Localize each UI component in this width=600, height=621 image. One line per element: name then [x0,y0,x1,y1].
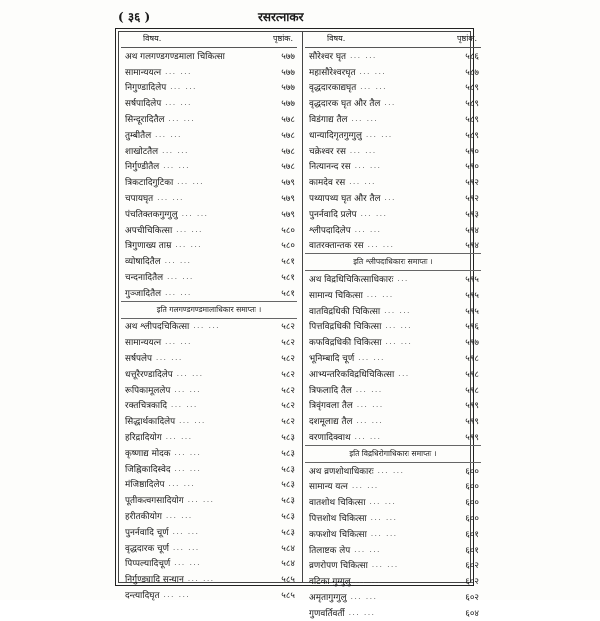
entry-dots: ... ... [181,209,209,218]
index-entry [121,382,297,398]
entry-title: चन्दनादितैल [125,273,164,284]
entry-title: पथ्यापथ्य घृत और तैल [309,194,381,205]
entry-page-number: ५७९ [281,178,295,189]
entry-page-number: ५८२ [281,385,295,396]
index-entry [305,413,481,429]
index-entry [121,143,297,159]
entry-dots: ... ... [349,178,376,187]
entry-page-number: ५८३ [281,527,295,538]
index-entry [121,238,297,254]
entry-dots: ... ... [176,225,204,234]
entry-title: रक्तचित्रकादि [125,401,168,412]
entry-dots: ... ... [360,83,388,92]
entry-page-number: ५८९ [465,99,479,110]
entry-title: अथ गलगण्डगण्डमाला चिकित्सा [125,51,225,62]
entry-page-number: ५९५ [465,290,479,301]
entry-title: मंजिष्ठादिलेप [125,480,165,491]
entry-page-number: ६०२ [465,577,479,588]
index-entry [305,350,481,366]
index-entry [305,573,481,589]
index-entry [305,238,481,254]
entry-title: गुञ्जादितैल [125,288,162,299]
entry-dots: ... ... [385,338,413,347]
entry-page-number: ५८० [281,241,295,252]
index-entry [305,271,481,287]
page-label: पृष्ठांक. [272,34,293,43]
entry-dots: ... ... [187,496,215,505]
entry-title: गुणवर्तिवर्ती [309,608,345,619]
entry-page-number: ५८७ [465,67,479,78]
index-entry [121,222,297,238]
entry-page-number: ५८२ [281,417,295,428]
entry-dots: ... ... [354,433,382,442]
entry-page-number: ५७८ [281,130,295,141]
entry-title: सामान्य यत्न [309,482,348,493]
entry-title: वृद्धदारक चूर्ण [125,543,169,554]
index-entry [121,174,297,190]
entry-dots: ... ... [171,401,198,410]
entry-page-number: ५८५ [281,590,295,601]
entry-page-number: ५७७ [281,83,295,94]
entry-title: वरणादिक्वाथ [309,433,351,444]
entry-dots: ... ... [172,543,200,552]
entry-dots: ... ... [174,448,202,457]
entry-page-number: ५७७ [281,67,295,78]
entry-page-number: ६०० [465,498,479,509]
entry-page-number: ५८२ [281,401,295,412]
entry-dots: ... ... [360,209,388,218]
entry-dots: ... ... [165,67,192,76]
entry-dots: ... ... [358,354,385,363]
entry-page-number: ५९४ [465,241,479,252]
entry-dots: ... [397,275,409,284]
entry-dots: ... ... [354,162,382,171]
entry-dots: ... ... [165,288,192,297]
index-entry [305,334,481,350]
entry-title: वातशोथ चिकित्सा [309,498,366,509]
entry-page-number: ५८३ [281,433,295,444]
entry-title: त्रिफलादि तैल [309,385,352,396]
entry-title: त्रिकटादिगुटिका [125,178,174,189]
entry-page-number: ६०२ [465,592,479,603]
entry-page-number: ५९८ [465,385,479,396]
entry-title: पूतीकत्वगसादियोग [125,496,184,507]
entry-title: पुनर्नवादि चूर्ण [125,527,169,538]
index-entry [121,253,297,269]
entry-dots: ... ... [355,385,383,394]
entry-page-number: ५९७ [465,338,479,349]
entry-dots: ... ... [354,577,382,586]
entry-title: धत्तूरैरण्डादिलेप [125,369,173,380]
index-entry [305,542,481,558]
section-end-note [305,445,481,463]
index-entry [305,398,481,414]
entry-title: अमृतागुग्गुलु [309,592,347,603]
entry-dots: ... ... [172,527,200,536]
entry-title: व्योषादितैल [125,257,161,268]
entry-title: सर्षपादिलेप [125,99,162,110]
entry-page-number: ५९३ [465,209,479,220]
index-entry [305,159,481,175]
index-entry [121,556,297,572]
index-entry [305,463,481,479]
index-entry [305,526,481,542]
entry-page-number: ५९९ [465,433,479,444]
entry-title: आभ्यन्तरिकविद्रधिचिकित्सा [309,369,395,380]
entry-dots: ... ... [359,67,387,76]
entry-page-number: ५८५ [281,575,295,586]
entry-dots: ... ... [179,417,206,426]
index-entry [121,269,297,285]
index-entry [305,190,481,206]
entry-page-number: ५८६ [465,51,479,62]
entry-title: सौरेश्वर घृत [309,51,347,62]
index-entry [121,540,297,556]
entry-page-number: ६०४ [465,608,479,619]
index-entry [305,95,481,111]
entry-dots: ... ... [348,608,376,617]
entry-title: दशमूलाद्य तैल [309,417,353,428]
index-entry [305,303,481,319]
entry-page-number: ५९५ [465,275,479,286]
entry-dots: ... ... [370,529,398,538]
running-title: रसरत्नाकर [258,10,304,24]
entry-dots: ... ... [384,306,411,315]
entry-page-number: ५८९ [465,130,479,141]
entry-page-number: ५९२ [465,194,479,205]
entry-page-number: ५९४ [465,225,479,236]
entry-dots: ... ... [369,498,397,507]
entry-title: अथ श्लीपदचिकित्सा [125,322,190,333]
column-divider [302,31,303,583]
entry-page-number: ५७८ [281,146,295,157]
entry-dots: ... ... [162,146,189,155]
entry-title: रूपिकामूललेप [125,385,171,396]
entry-page-number: ६०० [465,466,479,477]
entry-page-number: ५७९ [281,209,295,220]
entry-dots: ... ... [165,338,192,347]
index-entry [121,159,297,175]
entry-dots: ... ... [356,417,384,426]
index-entry [305,80,481,96]
entry-dots: ... ... [156,354,183,363]
entry-dots: ... ... [167,273,194,282]
index-entry [121,492,297,508]
entry-page-number: ५९९ [465,417,479,428]
entry-dots: ... ... [377,466,405,475]
entry-title: वटिका गुग्गुलु [309,577,351,588]
index-entry [305,479,481,495]
column-header [305,33,481,48]
entry-dots: ... ... [350,51,377,60]
entry-page-number: ५८३ [281,448,295,459]
index-entry [121,48,297,64]
entry-page-number: ६०० [465,482,479,493]
entry-title: शाखोटतैल [125,146,159,157]
index-entry [121,350,297,366]
entry-title: भूनिम्बादि चूर्ण [309,354,355,365]
entry-dots: ... ... [174,464,202,473]
index-entry [305,366,481,382]
entry-dots: ... ... [168,115,196,124]
index-entry [305,174,481,190]
index-entry [121,398,297,414]
index-entry [305,206,481,222]
column-header [121,33,297,48]
entry-page-number: ५९० [465,146,479,157]
index-entry [305,429,481,445]
index-entry [121,524,297,540]
entry-page-number: ५८१ [281,257,295,268]
index-entry [305,127,481,143]
index-entry [121,285,297,301]
entry-page-number: ६०० [465,514,479,524]
entry-dots: ... ... [165,512,193,520]
entry-page-number: ५८४ [281,543,295,554]
entry-page-number: ५७९ [281,194,295,205]
index-entry [121,429,297,445]
index-entry [121,571,297,587]
entry-title: अथ विद्रधिचिकित्साधिकारः [309,275,394,286]
index-entry [121,508,297,524]
section-end-text: इति विद्रधिरोगाधिकारः समाप्तः । [349,448,437,458]
entry-title: वृद्धदारकाद्यघृत [309,83,357,94]
page-number: ( ३६ ) [118,10,151,24]
entry-title: वातरक्तान्तक रस [309,241,364,252]
index-entry [305,558,481,574]
entry-dots: ... ... [177,178,205,187]
entry-page-number: ५९६ [465,322,479,333]
index-entry [121,206,297,222]
entry-dots: ... ... [350,592,378,601]
entry-title: निर्गुण्ड्यादि सन्धान [125,575,184,586]
index-entry [121,111,297,127]
index-entry [121,413,297,429]
index-entry [121,319,297,335]
entry-page-number: ५९९ [465,401,479,412]
index-entry [121,445,297,461]
index-entry [121,477,297,493]
entry-page-number: ५९० [465,162,479,173]
entry-title: विडंगाद्य तैल [309,115,348,126]
entry-title: त्रिगुणाख्य ताम्र [125,241,172,252]
entry-title: तुम्बीतैल [125,130,152,141]
entry-title: पित्तविद्रधिकी चिकित्सा [309,322,382,333]
entry-dots: ... ... [163,162,191,171]
entry-page-number: ५८२ [281,322,295,333]
index-entry [305,111,481,127]
section-end-note [121,301,297,319]
entry-page-number: ६०२ [465,561,479,572]
entry-title: पित्तशोथ चिकित्सा [309,514,367,524]
entry-page-number: ५७८ [281,162,295,173]
subject-label: विषय. [327,34,346,43]
entry-page-number: ५८९ [465,115,479,126]
entry-page-number: ५७७ [281,51,295,62]
entry-dots: ... ... [351,115,379,124]
entry-title: सामान्य चिकित्सा [309,290,363,301]
entry-dots: ... ... [165,433,193,442]
index-entry [121,461,297,477]
entry-dots: ... ... [168,480,196,489]
index-entry [121,127,297,143]
entry-title: व्रणरोपण चिकित्सा [309,561,368,572]
entry-title: चक्रेश्वर रस [309,146,346,157]
entry-page-number: ५८२ [281,369,295,380]
entry-title: पिप्पल्यादिचूर्ण [125,559,171,570]
index-entry [305,48,481,64]
section-end-text: इति श्लीपदाधिकारः समाप्तः । [353,257,433,267]
index-column-left [121,33,297,603]
entry-title: कामदेव रस [309,178,346,189]
entry-title: निर्गुण्डीतैल [125,162,160,173]
entry-page-number: ५८० [281,225,295,236]
entry-dots: ... ... [351,482,379,491]
entry-page-number: ५८३ [281,496,295,507]
entry-title: कफशोथ चिकित्सा [309,529,367,540]
entry-dots: ... ... [165,99,192,108]
entry-dots: ... ... [187,575,215,584]
section-end-text: इति गलगण्डगण्डमालाधिकार समाप्तः । [156,304,262,314]
entry-dots: ... ... [366,290,394,299]
index-list [305,48,481,621]
entry-dots: ... ... [365,130,393,139]
entry-title: वातविद्रधिकी चिकित्सा [309,306,381,317]
entry-dots: ... [384,99,396,108]
index-entry [305,510,481,526]
entry-page-number: ५८३ [281,512,295,522]
entry-dots: ... ... [367,241,395,250]
index-entry [305,143,481,159]
entry-title: महासौरेश्वरघृत [309,67,356,78]
entry-dots: ... ... [193,322,221,331]
entry-title: दन्त्यादिघृत [125,590,160,601]
entry-dots: ... ... [354,545,381,554]
index-entry [305,319,481,335]
index-entry [305,64,481,80]
entry-title: वृद्धदारक घृत और तैल [309,99,381,110]
entry-dots: ... ... [370,514,398,522]
entry-dots: ... ... [170,83,197,92]
entry-title: सामान्ययत्न [125,67,162,78]
entry-title: निगुण्डादिलेप [125,83,167,94]
entry-dots: ... ... [354,225,382,234]
entry-title: हरीतकीयोग [125,512,162,522]
entry-page-number: ५९५ [465,306,479,317]
index-entry [121,80,297,96]
entry-dots: ... ... [349,146,377,155]
index-entry [305,589,481,605]
index-entry [121,334,297,350]
page-label: पृष्ठांक. [456,34,477,43]
entry-page-number: ६०१ [465,529,479,540]
section-end-note [305,253,481,271]
entry-page-number: ५८९ [465,83,479,94]
subject-label: विषय. [143,34,162,43]
entry-page-number: ५८३ [281,480,295,491]
entry-dots: ... ... [163,590,191,599]
entry-page-number: ५७८ [281,115,295,126]
index-column-right [305,33,481,621]
index-entry [305,287,481,303]
entry-dots: ... ... [385,322,413,331]
entry-page-number: ६०१ [465,545,479,556]
entry-title: पुनर्नवादि प्रलेप [309,209,357,220]
entry-title: त्रिवृंगवला तैल [309,401,353,412]
entry-page-number: ५८४ [281,559,295,570]
entry-title: अपचीचिकित्सा [125,225,173,236]
index-entry [121,587,297,603]
entry-dots: ... ... [174,385,202,394]
entry-title: हरिद्रादियोग [125,433,162,444]
entry-page-number: ५९८ [465,369,479,380]
entry-page-number: ५८२ [281,338,295,349]
entry-dots: ... [398,369,410,378]
entry-page-number: ५७७ [281,99,295,110]
index-entry [305,605,481,621]
entry-dots: ... ... [356,401,384,410]
entry-dots: ... ... [164,257,192,266]
entry-title: सिन्दूरादितैल [125,115,165,126]
entry-title: तिलाष्टक लेप [309,545,351,556]
entry-page-number: ५८१ [281,288,295,299]
entry-dots: ... ... [174,559,202,568]
entry-title: नित्यानन्द रस [309,162,351,173]
entry-title: कृष्णाद्य मोदक [125,448,171,459]
entry-title: चपायघृत [125,194,154,205]
entry-title: जिह्निकादिस्वेद [125,464,171,475]
index-entry [305,222,481,238]
entry-page-number: ५९८ [465,354,479,365]
entry-page-number: ५८३ [281,464,295,475]
entry-dots: ... ... [371,561,399,570]
index-entry [121,366,297,382]
entry-title: अथ व्रणशोथाधिकारः [309,466,374,477]
entry-title: पंचतिक्तकगुग्गुलु [125,209,178,220]
index-entry [121,64,297,80]
entry-title: सर्षपलेप [125,354,152,365]
entry-page-number: ५८२ [281,354,295,365]
entry-dots: ... [384,194,396,203]
entry-title: श्लीपदादिलेप [309,225,351,236]
entry-dots: ... ... [157,194,184,203]
entry-title: सामान्ययत्न [125,338,162,349]
entry-dots: ... ... [175,241,203,250]
entry-dots: ... ... [176,369,204,378]
index-entry [305,382,481,398]
entry-title: सिद्धार्थकादिलेप [125,417,176,428]
entry-page-number: ५८१ [281,273,295,284]
entry-page-number: ५९२ [465,178,479,189]
entry-dots: ... ... [155,130,182,139]
index-list [121,48,297,603]
index-entry [121,190,297,206]
index-entry [305,494,481,510]
entry-title: कफविद्रधिकी चिकित्सा [309,338,382,349]
entry-title: धान्यादिगृतगुग्गुलु [309,130,362,141]
index-entry [121,95,297,111]
